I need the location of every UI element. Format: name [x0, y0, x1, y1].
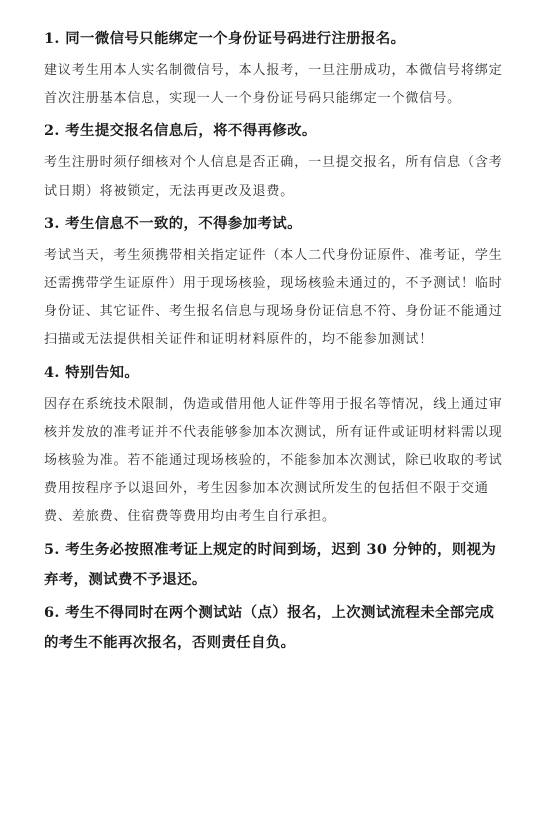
section-heading: 2. 考生提交报名信息后，将不得再修改。: [44, 122, 317, 140]
section-heading: 6. 考生不得同时在两个测试站（点）报名，上次测试流程未全部完成的考生不能再次报名，否则责任自负。: [44, 603, 495, 651]
section-heading: 5. 考生务必按照准考证上规定的时间到场，迟到 30 分钟的，则视为弃考，测试费不予退还。: [44, 540, 497, 588]
section-body: 因存在系统技术限制，伪造或借用他人证件等用于报名等情况，线上通过审核并发放的准考证并不代表能够参加本次测试，所有证件或证明材料需以现场核验为准。若不能通过现场核验的，不能参加本次测试，除已收取的考试费用按程序予以退回外，考生因参加本次测试所发生的包括但不限于交通费、差旅费、住宿费等费用均由考生自行承担。: [44, 396, 503, 525]
notice-section-5: [44, 535, 506, 595]
notice-section-4: [44, 358, 506, 532]
notice-section-1: [44, 24, 506, 113]
section-body: 建议考生用本人实名制微信号，本人报考，一旦注册成功，本微信号将绑定首次注册基本信息，实现一人一个身份证号码只能绑定一个微信号。: [44, 63, 503, 107]
notice-section-2: [44, 116, 506, 205]
section-body: 考试当天，考生须携带相关指定证件（本人二代身份证原件、准考证，学生还需携带学生证原件）用于现场核验，现场核验未通过的，不予测试！临时身份证、其它证件、考生报名信息与现场身份证信息不符、身份证不能通过扫描或无法提供相关证件和证明材料原件的，均不能参加测试！: [44, 247, 503, 348]
notice-section-6: [44, 598, 506, 658]
section-heading: 3. 考生信息不一致的，不得参加考试。: [44, 214, 302, 232]
section-heading: 4. 特别告知。: [44, 363, 140, 381]
notice-section-3: [44, 209, 506, 355]
section-heading: 1. 同一微信号只能绑定一个身份证号码进行注册报名。: [44, 30, 406, 47]
section-body: 考生注册时须仔细核对个人信息是否正确，一旦提交报名，所有信息（含考试日期）将被锁定，无法再更改及退费。: [44, 155, 503, 199]
